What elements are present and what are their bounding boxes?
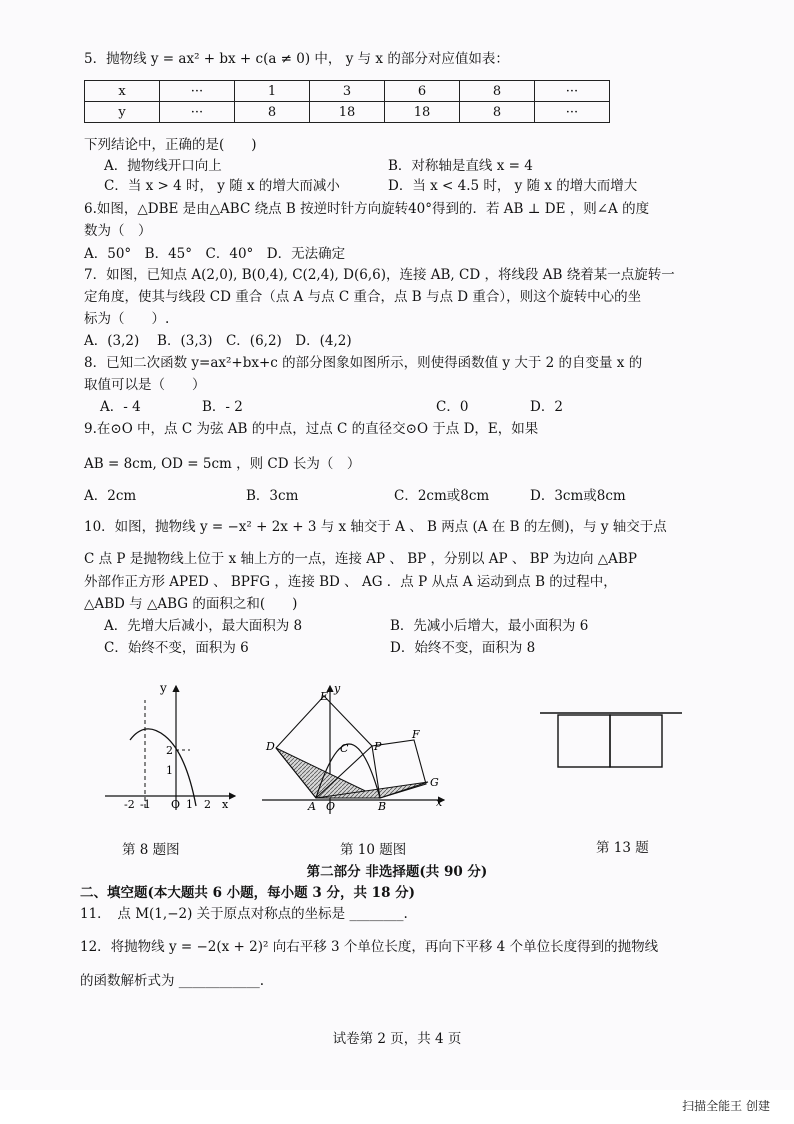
q5-prompt: 下列结论中，正确的是( ) [84, 137, 257, 153]
page-number: 试卷第 2 页，共 4 页 [332, 1031, 462, 1047]
q10-option-a: A．先增大后减小，最大面积为 8 [104, 618, 303, 634]
q9-line-2: AB = 8cm, OD = 5cm ，则 CD 长为（ ） [84, 456, 361, 472]
q7-line-2: 定角度，使其与线段 CD 重合（点 A 与点 C 重合，点 B 与点 D 重合），则这个旋转中心的坐 [84, 289, 642, 305]
figure-10-caption: 第 10 题图 [340, 842, 407, 858]
q7-line-3: 标为（ ）. [84, 311, 170, 327]
q5-value-table [84, 80, 610, 123]
table-cell: x [85, 81, 160, 102]
parabola-curve [130, 729, 196, 806]
figure-8-parabola [100, 678, 240, 818]
point-label: B [378, 800, 387, 813]
figure-13-shape [536, 705, 686, 775]
fill-in-section-heading: 二、填空题(本大题共 6 小题，每小题 3 分，共 18 分) [80, 885, 416, 901]
q5-option-c: C．当 x > 4 时， y 随 x 的增大而减小 [104, 178, 340, 194]
scanner-watermark: 扫描全能王 创建 [682, 1099, 770, 1113]
left-square [558, 715, 610, 767]
table-cell: 1 [235, 81, 310, 102]
point-label: D [266, 740, 275, 753]
q6-line-1: 6.如图，△DBE 是由△ABC 绕点 B 按逆时针方向旋转40°得到的．若 AB ⊥ DE ，则∠A 的度 [84, 201, 650, 217]
table-cell: 6 [385, 81, 460, 102]
origin-label: O [326, 800, 336, 813]
point-label: A [308, 800, 316, 813]
table-row [85, 81, 610, 102]
q8-line-2: 取值可以是（ ） [84, 377, 206, 393]
table-cell: 8 [460, 102, 535, 123]
point-label: E [320, 690, 329, 703]
q5-stem: 5．抛物线 y = ax² + bx + c(a ≠ 0) 中， y 与 x 的部分对应值如表： [84, 51, 509, 67]
table-cell: 3 [310, 81, 385, 102]
q5-option-d: D．当 x < 4.5 时， y 随 x 的增大而增大 [388, 178, 638, 194]
right-square [610, 715, 662, 767]
q9-line-1: 9.在⊙O 中，点 C 为弦 AB 的中点，过点 C 的直径交⊙O 于点 D，E，如果 [84, 421, 539, 437]
point-label: G [430, 776, 439, 789]
tick-label: -1 [140, 798, 151, 811]
q9-option-c: C．2cm或8cm [394, 488, 490, 504]
q7-line-1: 7．如图，已知点 A(2,0), B(0,4), C(2,4), D(6,6)，连接 AB, CD ，将线段 AB 绕着某一点旋转一 [84, 267, 675, 283]
q5-option-b: B．对称轴是直线 x = 4 [388, 158, 533, 174]
q7-options: A．(3,2) B．(3,3) C．(6,2) D．(4,2) [84, 333, 352, 349]
q9-option-b: B．3cm [246, 488, 299, 504]
part-two-title: 第二部分 非选择题(共 90 分) [306, 864, 488, 880]
q8-option-d: D．2 [530, 399, 563, 415]
table-cell: 18 [385, 102, 460, 123]
table-cell: ··· [535, 81, 610, 102]
q8-option-a: A．- 4 [100, 399, 141, 415]
triangle-abd [276, 748, 380, 798]
q8-option-c: C．0 [436, 399, 469, 415]
q8-line-1: 8．已知二次函数 y=ax²+bx+c 的部分图象如图所示，则使得函数值 y 大于 2 的自变量 x 的 [84, 355, 643, 371]
q10-option-b: B．先减小后增大，最小面积为 6 [390, 618, 589, 634]
tick-label: 1 [186, 798, 193, 811]
origin-label: O [171, 798, 181, 811]
x-label: x [436, 796, 443, 809]
q9-option-d: D．3cm或8cm [530, 488, 626, 504]
table-cell: ··· [535, 102, 610, 123]
table-cell: ··· [160, 102, 235, 123]
q10-line-1: 10．如图，抛物线 y = −x² + 2x + 3 与 x 轴交于 A 、 B 两点 (A 在 B 的左侧)，与 y 轴交于点 [84, 519, 667, 535]
tick-label: 2 [166, 744, 173, 757]
q11-text: 11． 点 M(1,−2) 关于原点对称点的坐标是 ________. [80, 906, 408, 922]
figure-10-squares [258, 682, 448, 822]
x-label: x [222, 798, 229, 811]
q6-options: A．50° B．45° C．40° D．无法确定 [84, 246, 346, 262]
y-label: y [334, 682, 341, 695]
table-row [85, 102, 610, 123]
q10-option-d: D．始终不变，面积为 8 [390, 640, 536, 656]
point-label: F [412, 728, 420, 741]
q9-option-a: A．2cm [84, 488, 137, 504]
q10-line-3: 外部作正方形 APED 、 BPFG ，连接 BD 、 AG ．点 P 从点 A 运动到点 B 的过程中， [84, 574, 617, 590]
q5-option-a: A．抛物线开口向上 [104, 158, 222, 174]
table-cell: ··· [160, 81, 235, 102]
table-cell: y [85, 102, 160, 123]
point-label: C [340, 742, 349, 755]
tick-label: 1 [166, 764, 173, 777]
q12-line-2: 的函数解析式为 ____________. [80, 973, 265, 989]
tick-label: -2 [124, 798, 135, 811]
table-cell: 8 [460, 81, 535, 102]
q10-option-c: C．始终不变，面积为 6 [104, 640, 249, 656]
q6-line-2: 数为（ ） [84, 223, 152, 239]
q10-line-4: △ABD 与 △ABG 的面积之和( ) [84, 596, 298, 612]
figure-8-caption: 第 8 题图 [122, 842, 180, 858]
point-label: P [374, 740, 382, 753]
tick-label: 2 [204, 798, 211, 811]
q10-line-2: C 点 P 是抛物线上位于 x 轴上方的一点，连接 AP 、 BP ，分别以 AP 、 BP 为边向 △ABP [84, 551, 637, 567]
figure-13-caption: 第 13 题 [596, 840, 649, 856]
table-cell: 8 [235, 102, 310, 123]
y-label: y [160, 681, 167, 695]
table-cell: 18 [310, 102, 385, 123]
q8-option-b: B．- 2 [202, 399, 243, 415]
q12-line-1: 12．将抛物线 y = −2(x + 2)² 向右平移 3 个单位长度，再向下平移 4 个单位长度得到的抛物线 [80, 939, 659, 955]
